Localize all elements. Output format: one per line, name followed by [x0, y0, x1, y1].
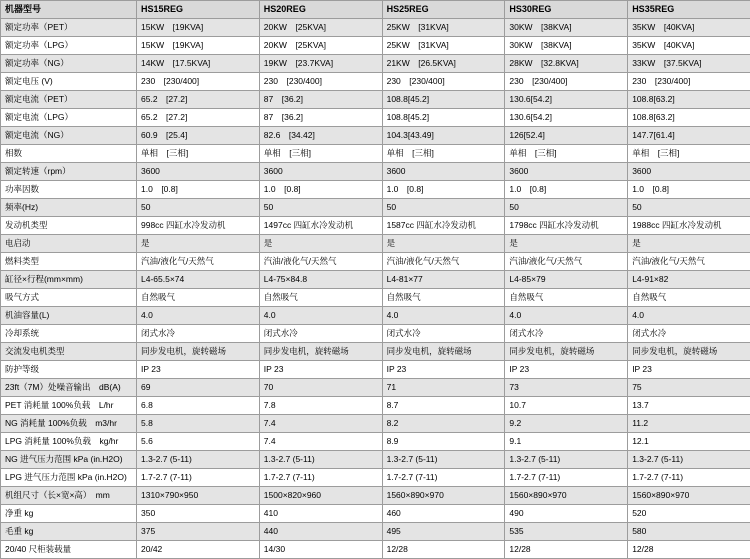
row-value: 1798cc 四缸水冷发动机: [505, 217, 628, 235]
row-label: 燃料类型: [1, 253, 137, 271]
table-row: [1, 451, 750, 469]
row-value: 230 [230/400]: [628, 73, 750, 91]
row-value: 自然吸气: [382, 289, 505, 307]
row-value: 1.0 [0.8]: [137, 181, 260, 199]
row-value: 单相 [三相]: [628, 145, 750, 163]
row-value: 19KW [23.7KVA]: [259, 55, 382, 73]
row-value: 闭式水冷: [382, 325, 505, 343]
row-value: 1.3-2.7 (5-11): [259, 451, 382, 469]
row-value: 8.7: [382, 397, 505, 415]
row-value: 4.0: [259, 307, 382, 325]
row-value: 73: [505, 379, 628, 397]
row-value: 闭式水冷: [628, 325, 750, 343]
row-label: 吸气方式: [1, 289, 137, 307]
row-value: 50: [137, 199, 260, 217]
row-value: 是: [628, 235, 750, 253]
row-value: 230 [230/400]: [382, 73, 505, 91]
row-value: 30KW [38KVA]: [505, 19, 628, 37]
table-row: [1, 343, 750, 361]
row-value: 1.7-2.7 (7-11): [382, 469, 505, 487]
row-value: 104.3[43.49]: [382, 127, 505, 145]
row-value: 3600: [137, 163, 260, 181]
row-value: 12.1: [628, 433, 750, 451]
row-value: 3600: [505, 163, 628, 181]
row-value: 1.3-2.7 (5-11): [505, 451, 628, 469]
table-row: [1, 109, 750, 127]
row-label: 功率因数: [1, 181, 137, 199]
row-value: 15KW [19KVA]: [137, 37, 260, 55]
row-label: 额定转速（rpm）: [1, 163, 137, 181]
row-value: 535: [505, 523, 628, 541]
row-value: 1.7-2.7 (7-11): [259, 469, 382, 487]
row-value: 130.6[54.2]: [505, 109, 628, 127]
row-label: PET 消耗量 100%负载 L/hr: [1, 397, 137, 415]
table-row: [1, 487, 750, 505]
header-cell-model: HS25REG: [382, 1, 505, 19]
row-value: L4-75×84.8: [259, 271, 382, 289]
row-value: 25KW [31KVA]: [382, 37, 505, 55]
row-label: 额定功率（PET）: [1, 19, 137, 37]
row-value: L4-81×77: [382, 271, 505, 289]
table-row: [1, 19, 750, 37]
row-value: 1497cc 四缸水冷发动机: [259, 217, 382, 235]
table-row: [1, 271, 750, 289]
row-label: 净重 kg: [1, 505, 137, 523]
row-value: 495: [382, 523, 505, 541]
row-label: 额定电压 (V): [1, 73, 137, 91]
row-value: 460: [382, 505, 505, 523]
table-row: [1, 505, 750, 523]
row-value: 87 [36.2]: [259, 91, 382, 109]
row-label: 毛重 kg: [1, 523, 137, 541]
row-value: 汽油/液化气/天然气: [628, 253, 750, 271]
row-value: 单相 [三相]: [259, 145, 382, 163]
table-row: [1, 91, 750, 109]
row-label: 相数: [1, 145, 137, 163]
row-value: 3600: [628, 163, 750, 181]
table-row: [1, 163, 750, 181]
row-value: 1587cc 四缸水冷发动机: [382, 217, 505, 235]
row-value: 410: [259, 505, 382, 523]
row-value: 126[52.4]: [505, 127, 628, 145]
row-value: L4-91×82: [628, 271, 750, 289]
row-value: 单相 [三相]: [137, 145, 260, 163]
row-value: 65.2 [27.2]: [137, 91, 260, 109]
row-value: 7.4: [259, 433, 382, 451]
row-value: 71: [382, 379, 505, 397]
table-row: [1, 199, 750, 217]
row-value: 单相 [三相]: [505, 145, 628, 163]
row-value: 21KW [26.5KVA]: [382, 55, 505, 73]
row-value: 自然吸气: [137, 289, 260, 307]
row-value: 30KW [38KVA]: [505, 37, 628, 55]
row-value: 是: [137, 235, 260, 253]
row-value: 75: [628, 379, 750, 397]
header-cell-model: HS35REG: [628, 1, 750, 19]
table-row: [1, 181, 750, 199]
row-value: 350: [137, 505, 260, 523]
row-value: 是: [505, 235, 628, 253]
row-value: 20KW [25KVA]: [259, 19, 382, 37]
row-value: 1.3-2.7 (5-11): [628, 451, 750, 469]
row-value: 108.8[45.2]: [382, 109, 505, 127]
row-value: 5.6: [137, 433, 260, 451]
row-value: 汽油/液化气/天然气: [382, 253, 505, 271]
row-label: 电启动: [1, 235, 137, 253]
row-value: 是: [382, 235, 505, 253]
row-value: 3600: [259, 163, 382, 181]
row-label: LPG 进气压力范围 kPa (in.H2O): [1, 469, 137, 487]
row-label: 23ft（7M）处噪音输出 dB(A): [1, 379, 137, 397]
row-value: 69: [137, 379, 260, 397]
table-row: [1, 37, 750, 55]
table-row: [1, 469, 750, 487]
row-value: 375: [137, 523, 260, 541]
row-value: 4.0: [382, 307, 505, 325]
row-value: 50: [382, 199, 505, 217]
row-label: LPG 消耗量 100%负载 kg/hr: [1, 433, 137, 451]
row-label: 20/40 尺柜装载量: [1, 541, 137, 559]
row-value: 1.0 [0.8]: [628, 181, 750, 199]
row-value: 4.0: [137, 307, 260, 325]
row-value: 自然吸气: [259, 289, 382, 307]
table-row: [1, 325, 750, 343]
row-value: 1988cc 四缸水冷发动机: [628, 217, 750, 235]
table-row: [1, 397, 750, 415]
row-value: 12/28: [382, 541, 505, 559]
row-label: NG 进气压力范围 kPa (in.H2O): [1, 451, 137, 469]
row-value: 1560×890×970: [505, 487, 628, 505]
row-value: 20KW [25KVA]: [259, 37, 382, 55]
row-value: 50: [259, 199, 382, 217]
row-value: IP 23: [382, 361, 505, 379]
row-value: 70: [259, 379, 382, 397]
row-value: 1.3-2.7 (5-11): [382, 451, 505, 469]
row-label: 额定电流（NG）: [1, 127, 137, 145]
row-value: 6.8: [137, 397, 260, 415]
table-row: [1, 523, 750, 541]
table-row: [1, 55, 750, 73]
row-label: NG 消耗量 100%负载 m3/hr: [1, 415, 137, 433]
row-value: 60.9 [25.4]: [137, 127, 260, 145]
row-value: 14/30: [259, 541, 382, 559]
row-value: 同步发电机，旋转磁场: [137, 343, 260, 361]
table-row: [1, 361, 750, 379]
row-value: 20/42: [137, 541, 260, 559]
row-value: 28KW [32.8KVA]: [505, 55, 628, 73]
row-value: 108.8[63.2]: [628, 91, 750, 109]
row-value: 7.8: [259, 397, 382, 415]
row-value: 自然吸气: [505, 289, 628, 307]
row-label: 交流发电机类型: [1, 343, 137, 361]
row-value: 15KW [19KVA]: [137, 19, 260, 37]
row-value: IP 23: [259, 361, 382, 379]
row-value: 9.1: [505, 433, 628, 451]
table-row: [1, 289, 750, 307]
row-value: 汽油/液化气/天然气: [505, 253, 628, 271]
table-row: [1, 145, 750, 163]
row-value: IP 23: [505, 361, 628, 379]
row-label: 额定功率（NG）: [1, 55, 137, 73]
row-label: 发动机类型: [1, 217, 137, 235]
row-value: 4.0: [505, 307, 628, 325]
row-value: 1.0 [0.8]: [259, 181, 382, 199]
row-label: 额定功率（LPG）: [1, 37, 137, 55]
row-label: 频率(Hz): [1, 199, 137, 217]
row-label: 额定电流（LPG）: [1, 109, 137, 127]
row-value: 25KW [31KVA]: [382, 19, 505, 37]
row-value: IP 23: [628, 361, 750, 379]
row-value: 7.4: [259, 415, 382, 433]
row-value: 8.2: [382, 415, 505, 433]
row-value: 闭式水冷: [505, 325, 628, 343]
row-value: 35KW [40KVA]: [628, 19, 750, 37]
row-value: 580: [628, 523, 750, 541]
row-value: 汽油/液化气/天然气: [137, 253, 260, 271]
row-label: 冷却系统: [1, 325, 137, 343]
row-value: 闭式水冷: [137, 325, 260, 343]
row-value: 50: [505, 199, 628, 217]
header-cell-label: 机器型号: [1, 1, 137, 19]
row-value: 9.2: [505, 415, 628, 433]
header-cell-model: HS20REG: [259, 1, 382, 19]
row-value: 33KW [37.5KVA]: [628, 55, 750, 73]
row-value: 1.7-2.7 (7-11): [137, 469, 260, 487]
row-value: 1.0 [0.8]: [382, 181, 505, 199]
row-value: 1310×790×950: [137, 487, 260, 505]
row-value: 14KW [17.5KVA]: [137, 55, 260, 73]
row-value: 是: [259, 235, 382, 253]
row-value: L4-65.5×74: [137, 271, 260, 289]
row-value: 490: [505, 505, 628, 523]
row-value: 1560×890×970: [628, 487, 750, 505]
row-value: 1500×820×960: [259, 487, 382, 505]
row-value: 12/28: [628, 541, 750, 559]
row-label: 防护等级: [1, 361, 137, 379]
row-value: 130.6[54.2]: [505, 91, 628, 109]
row-value: 65.2 [27.2]: [137, 109, 260, 127]
row-value: 230 [230/400]: [259, 73, 382, 91]
row-value: 10.7: [505, 397, 628, 415]
row-value: 11.2: [628, 415, 750, 433]
row-value: 108.8[63.2]: [628, 109, 750, 127]
table-row: [1, 379, 750, 397]
row-value: 1.0 [0.8]: [505, 181, 628, 199]
row-value: 8.9: [382, 433, 505, 451]
row-value: 闭式水冷: [259, 325, 382, 343]
row-value: IP 23: [137, 361, 260, 379]
header-cell-model: HS15REG: [137, 1, 260, 19]
row-value: 单相 [三相]: [382, 145, 505, 163]
row-label: 缸径×行程(mm×mm): [1, 271, 137, 289]
table-row: [1, 217, 750, 235]
row-value: 108.8[45.2]: [382, 91, 505, 109]
row-value: 3600: [382, 163, 505, 181]
row-label: 机组尺寸（长×宽×高） mm: [1, 487, 137, 505]
row-value: 同步发电机，旋转磁场: [382, 343, 505, 361]
row-value: 1.7-2.7 (7-11): [628, 469, 750, 487]
row-value: 自然吸气: [628, 289, 750, 307]
row-value: L4-85×79: [505, 271, 628, 289]
row-label: 机油容量(L): [1, 307, 137, 325]
table-row: [1, 235, 750, 253]
row-value: 同步发电机，旋转磁场: [505, 343, 628, 361]
row-value: 同步发电机，旋转磁场: [259, 343, 382, 361]
row-value: 998cc 四缸水冷发动机: [137, 217, 260, 235]
row-value: 12/28: [505, 541, 628, 559]
table-row: [1, 433, 750, 451]
row-value: 50: [628, 199, 750, 217]
table-row: [1, 307, 750, 325]
table-row: [1, 73, 750, 91]
table-header-row: [1, 1, 750, 19]
row-value: 82.6 [34.42]: [259, 127, 382, 145]
row-value: 1.7-2.7 (7-11): [505, 469, 628, 487]
table-row: [1, 127, 750, 145]
table-row: [1, 541, 750, 559]
row-value: 同步发电机，旋转磁场: [628, 343, 750, 361]
row-value: 汽油/液化气/天然气: [259, 253, 382, 271]
row-value: 520: [628, 505, 750, 523]
row-label: 额定电流（PET）: [1, 91, 137, 109]
row-value: 87 [36.2]: [259, 109, 382, 127]
row-value: 1.3-2.7 (5-11): [137, 451, 260, 469]
row-value: 5.8: [137, 415, 260, 433]
row-value: 230 [230/400]: [505, 73, 628, 91]
row-value: 4.0: [628, 307, 750, 325]
row-value: 35KW [40KVA]: [628, 37, 750, 55]
table-row: [1, 253, 750, 271]
row-value: 440: [259, 523, 382, 541]
row-value: 13.7: [628, 397, 750, 415]
row-value: 230 [230/400]: [137, 73, 260, 91]
row-value: 1560×890×970: [382, 487, 505, 505]
table-body: [1, 1, 750, 559]
header-cell-model: HS30REG: [505, 1, 628, 19]
row-value: 147.7[61.4]: [628, 127, 750, 145]
table-row: [1, 415, 750, 433]
